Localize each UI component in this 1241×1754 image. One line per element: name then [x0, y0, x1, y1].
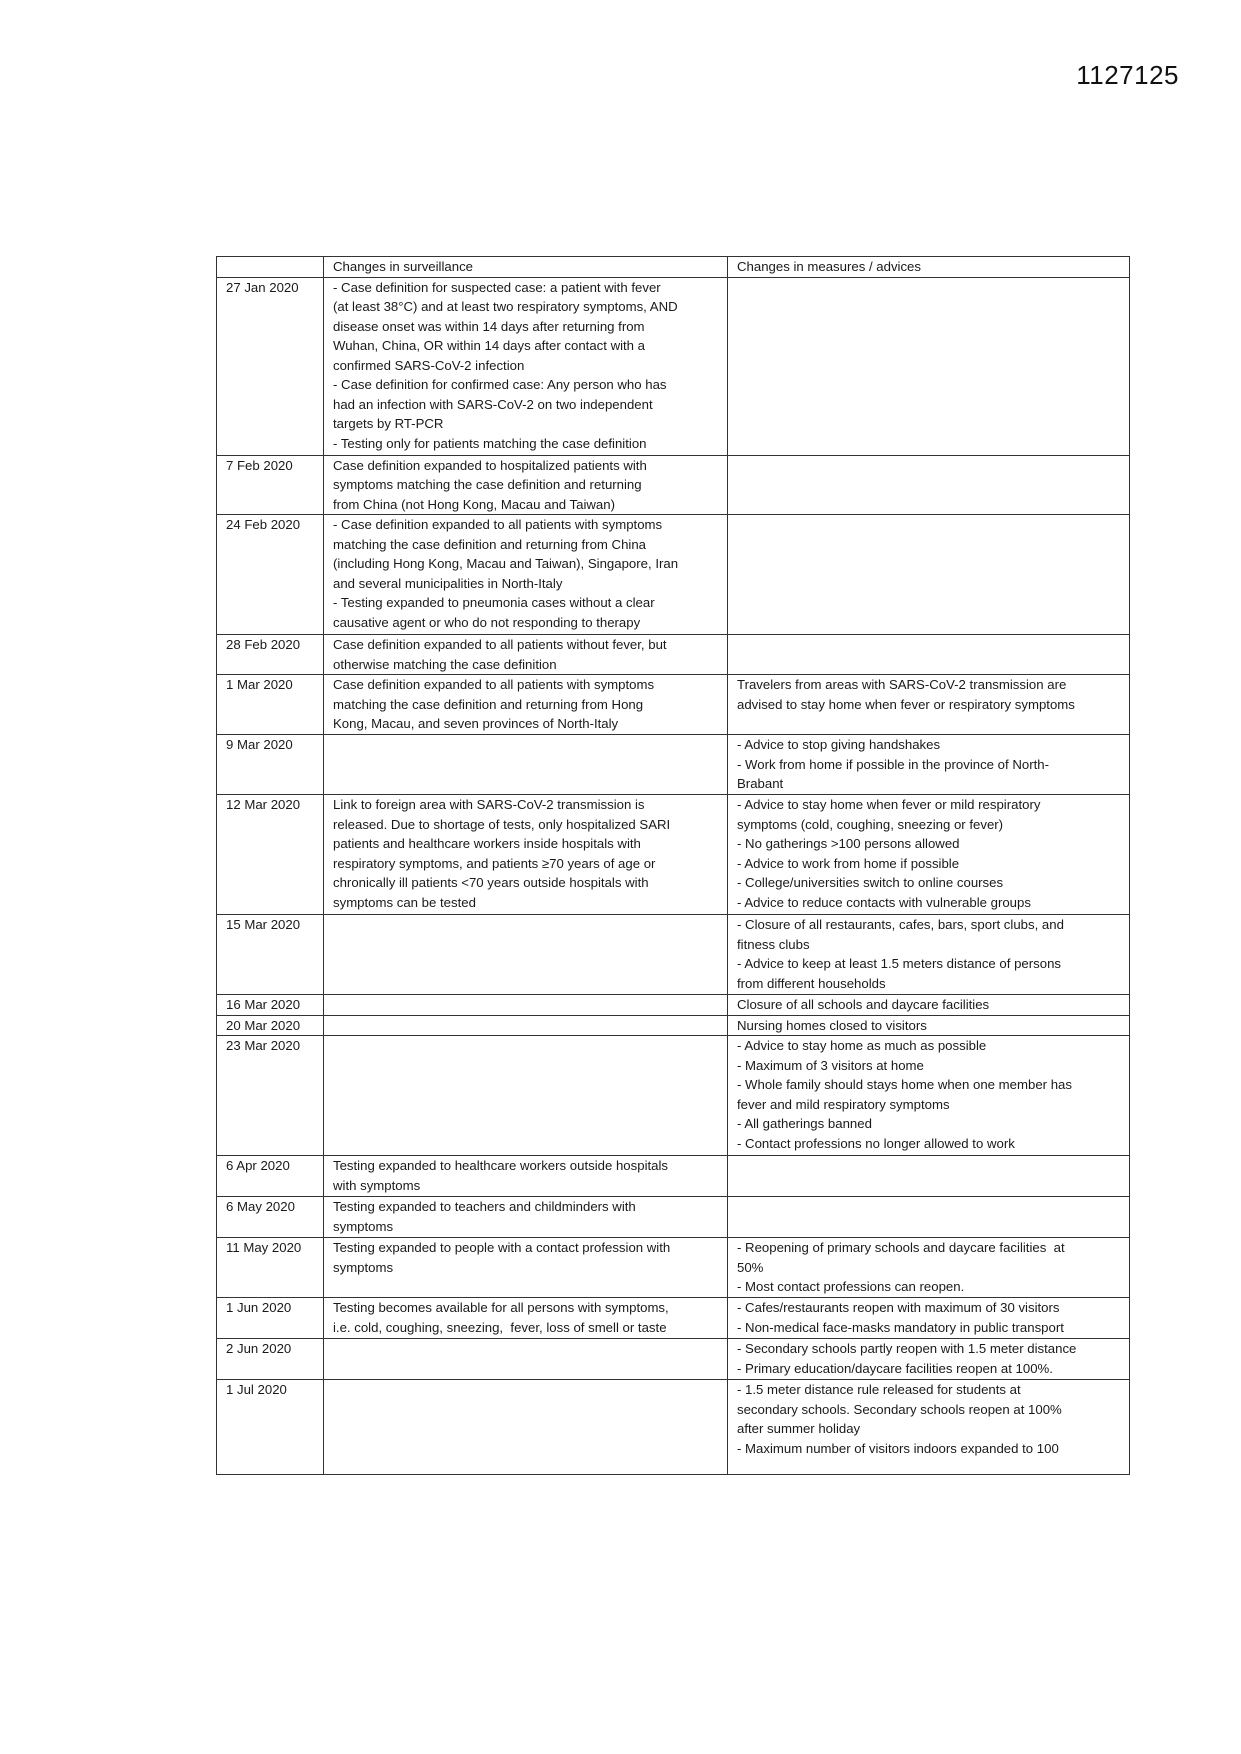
row-surveillance-line: matching the case definition and returning from Hong	[333, 696, 644, 712]
row-surveillance-line: Testing expanded to people with a contact profession with	[333, 1240, 671, 1255]
row-measures	[728, 995, 1130, 1016]
row-surveillance-line: matching the case definition and returning from China	[333, 536, 647, 552]
row-surveillance	[324, 455, 728, 515]
row-measures	[728, 1339, 1130, 1380]
row-measures	[728, 277, 1130, 455]
row-measures-line: Brabant	[737, 776, 784, 791]
table-row	[217, 277, 1130, 455]
row-measures-line: - No gatherings >100 persons allowed	[737, 836, 960, 851]
row-surveillance-line: chronically ill patients <70 years outside hospitals with	[333, 875, 649, 890]
date-text: 9 Mar 2020	[226, 737, 293, 752]
row-measures-line: Closure of all schools and daycare facilities	[737, 997, 990, 1012]
surveillance-measures-table	[216, 256, 1130, 1475]
row-surveillance	[324, 1197, 728, 1238]
row-measures-line: Travelers from areas with SARS-CoV-2 transmission are	[737, 677, 1067, 692]
row-date	[217, 1238, 324, 1298]
row-date	[217, 735, 324, 795]
date-text: 2 Jun 2020	[226, 1341, 292, 1356]
row-measures	[728, 675, 1130, 735]
row-measures	[728, 455, 1130, 515]
table-body	[217, 277, 1130, 1475]
header-measures: Changes in measures / advices	[728, 257, 1130, 278]
row-surveillance	[324, 1380, 728, 1475]
row-measures-line: - Reopening of primary schools and daycare facilities at	[737, 1240, 1065, 1255]
date-text: 24 Feb 2020	[226, 517, 301, 532]
row-surveillance	[324, 1339, 728, 1380]
row-measures-line: after summer holiday	[737, 1421, 861, 1436]
header-surveillance: Changes in surveillance	[324, 257, 728, 278]
row-surveillance	[324, 1036, 728, 1156]
date-text: 27 Jan 2020	[226, 279, 299, 295]
table-row	[217, 1036, 1130, 1156]
table-row	[217, 455, 1130, 515]
row-measures-line: symptoms (cold, coughing, sneezing or fever)	[737, 816, 1004, 832]
row-measures-line: advised to stay home when fever or respiratory symptoms	[737, 696, 1075, 712]
row-surveillance-line: - Case definition for suspected case: a patient with fever	[333, 279, 661, 295]
row-measures	[728, 1238, 1130, 1298]
row-surveillance-line: Link to foreign area with SARS-CoV-2 transmission is	[333, 797, 645, 812]
date-text: 12 Mar 2020	[226, 797, 301, 812]
table-row	[217, 635, 1130, 675]
table-row	[217, 1015, 1130, 1036]
date-text: 23 Mar 2020	[226, 1038, 301, 1053]
row-surveillance-line: Case definition expanded to hospitalized patients with	[333, 457, 647, 473]
table-row	[217, 795, 1130, 915]
date-text: 1 Jul 2020	[226, 1382, 287, 1397]
table-row	[217, 995, 1130, 1016]
row-measures-line: - Advice to stay home as much as possible	[737, 1038, 987, 1053]
row-surveillance	[324, 635, 728, 675]
row-measures	[728, 1298, 1130, 1339]
row-surveillance-line: targets by RT-PCR	[333, 416, 444, 431]
row-surveillance	[324, 735, 728, 795]
row-measures-line: - Advice to keep at least 1.5 meters distance of persons	[737, 956, 1062, 971]
row-measures-line: fitness clubs	[737, 936, 810, 952]
row-date	[217, 1156, 324, 1197]
row-measures-line: - Most contact professions can reopen.	[737, 1279, 965, 1294]
row-surveillance-line: Case definition expanded to all patients with symptoms	[333, 677, 655, 692]
row-date	[217, 1380, 324, 1475]
table-row	[217, 1238, 1130, 1298]
date-text: 6 May 2020	[226, 1199, 295, 1214]
row-measures	[728, 515, 1130, 635]
table-row	[217, 1380, 1130, 1475]
page-number: 1127125	[1076, 60, 1179, 90]
row-surveillance-line: Testing expanded to healthcare workers outside hospitals	[333, 1158, 669, 1173]
date-text: 20 Mar 2020	[226, 1017, 301, 1033]
date-text: 15 Mar 2020	[226, 917, 301, 932]
table-row	[217, 1156, 1130, 1197]
row-surveillance-line: - Case definition for confirmed case: Any person who has	[333, 377, 667, 392]
row-measures-line: - Work from home if possible in the province of North-	[737, 756, 1049, 772]
date-text: 16 Mar 2020	[226, 997, 301, 1012]
row-surveillance	[324, 795, 728, 915]
row-measures	[728, 1036, 1130, 1156]
table-row	[217, 915, 1130, 995]
row-surveillance	[324, 1015, 728, 1036]
row-date	[217, 515, 324, 635]
row-measures	[728, 635, 1130, 675]
row-surveillance	[324, 1298, 728, 1339]
row-measures-line: - College/universities switch to online courses	[737, 875, 1004, 890]
row-measures-line: - 1.5 meter distance rule released for students at	[737, 1382, 1021, 1397]
row-measures-line: - Advice to stay home when fever or mild respiratory	[737, 797, 1041, 812]
row-measures-line: - Secondary schools partly reopen with 1.5 meter distance	[737, 1341, 1077, 1356]
date-text: 7 Feb 2020	[226, 457, 293, 473]
date-text: 28 Feb 2020	[226, 637, 301, 652]
row-surveillance-line: otherwise matching the case definition	[333, 656, 557, 672]
row-measures-line: - Advice to work from home if possible	[737, 855, 960, 871]
row-surveillance-line: disease onset was within 14 days after returning from	[333, 318, 645, 334]
row-surveillance	[324, 1238, 728, 1298]
row-surveillance-line: - Testing only for patients matching the case definition	[333, 435, 647, 451]
row-date	[217, 1298, 324, 1339]
row-surveillance-line: symptoms matching the case definition and returning	[333, 477, 642, 492]
row-date	[217, 455, 324, 515]
row-measures-line: - Primary education/daycare facilities reopen at 100%.	[737, 1360, 1053, 1376]
row-measures-line: Nursing homes closed to visitors	[737, 1017, 927, 1033]
date-text: 6 Apr 2020	[226, 1158, 290, 1173]
row-surveillance	[324, 995, 728, 1016]
row-measures-line: secondary schools. Secondary schools reopen at 100%	[737, 1401, 1062, 1417]
row-surveillance-line: and several municipalities in North-Italy	[333, 575, 563, 591]
row-measures	[728, 795, 1130, 915]
row-surveillance-line: patients and healthcare workers inside hospitals with	[333, 836, 641, 851]
table-row	[217, 515, 1130, 635]
row-surveillance	[324, 1156, 728, 1197]
row-date	[217, 915, 324, 995]
row-surveillance-line: with symptoms	[333, 1177, 421, 1193]
date-text: 11 May 2020	[226, 1240, 302, 1255]
row-surveillance-line: respiratory symptoms, and patients ≥70 years of age or	[333, 855, 656, 871]
row-surveillance	[324, 915, 728, 995]
table-header-row	[217, 257, 1130, 278]
row-date	[217, 1339, 324, 1380]
row-surveillance-line: Kong, Macau, and seven provinces of North-Italy	[333, 716, 619, 731]
row-measures	[728, 915, 1130, 995]
row-surveillance-line: (at least 38°C) and at least two respiratory symptoms, AND	[333, 299, 678, 314]
row-surveillance-line: symptoms	[333, 1218, 394, 1234]
row-surveillance-line: symptoms can be tested	[333, 894, 476, 910]
row-surveillance-line: Testing becomes available for all persons with symptoms,	[333, 1300, 669, 1315]
row-measures	[728, 1380, 1130, 1475]
date-text: 1 Jun 2020	[226, 1300, 292, 1315]
row-measures-line: - Cafes/restaurants reopen with maximum of 30 visitors	[737, 1300, 1060, 1315]
date-text: 1 Mar 2020	[226, 677, 293, 692]
row-date	[217, 277, 324, 455]
row-measures-line: - Whole family should stays home when one member has	[737, 1077, 1072, 1092]
row-date	[217, 1036, 324, 1156]
row-surveillance-line: symptoms	[333, 1259, 394, 1275]
row-measures-line: fever and mild respiratory symptoms	[737, 1096, 950, 1112]
row-date	[217, 795, 324, 915]
row-measures	[728, 735, 1130, 795]
row-date	[217, 1197, 324, 1238]
table-row	[217, 1298, 1130, 1339]
row-measures	[728, 1197, 1130, 1238]
row-measures-line: - Advice to stop giving handshakes	[737, 737, 941, 752]
row-date	[217, 635, 324, 675]
row-surveillance-line: from China (not Hong Kong, Macau and Taiwan)	[333, 496, 615, 512]
row-surveillance	[324, 277, 728, 455]
row-surveillance	[324, 515, 728, 635]
row-surveillance-line: Wuhan, China, OR within 14 days after contact with a	[333, 338, 646, 353]
row-date	[217, 1015, 324, 1036]
row-surveillance-line: i.e. cold, coughing, sneezing, fever, loss of smell or taste	[333, 1319, 667, 1335]
header-date	[217, 257, 324, 278]
row-measures-line: - All gatherings banned	[737, 1116, 872, 1131]
row-surveillance-line: confirmed SARS-CoV-2 infection	[333, 357, 525, 373]
row-measures	[728, 1015, 1130, 1036]
row-surveillance-line: causative agent or who do not responding to therapy	[333, 614, 641, 630]
row-measures-line: - Advice to reduce contacts with vulnerable groups	[737, 894, 1031, 910]
table-row	[217, 1197, 1130, 1238]
row-surveillance-line: - Testing expanded to pneumonia cases without a clear	[333, 595, 655, 610]
row-surveillance-line: released. Due to shortage of tests, only hospitalized SARI	[333, 816, 671, 832]
row-measures-line: - Contact professions no longer allowed to work	[737, 1135, 1015, 1151]
table-row	[217, 1339, 1130, 1380]
row-surveillance-line: had an infection with SARS-CoV-2 on two independent	[333, 396, 653, 412]
row-measures-line: - Closure of all restaurants, cafes, bars, sport clubs, and	[737, 917, 1064, 932]
row-surveillance-line: Testing expanded to teachers and childminders with	[333, 1199, 636, 1214]
row-surveillance	[324, 675, 728, 735]
row-measures-line: from different households	[737, 975, 886, 991]
row-measures-line: - Non-medical face-masks mandatory in public transport	[737, 1319, 1064, 1335]
row-surveillance-line: (including Hong Kong, Macau and Taiwan), Singapore, Iran	[333, 556, 679, 571]
row-measures-line: - Maximum number of visitors indoors expanded to 100	[737, 1440, 1059, 1456]
row-surveillance-line: Case definition expanded to all patients without fever, but	[333, 637, 667, 652]
row-measures	[728, 1156, 1130, 1197]
table-row	[217, 675, 1130, 735]
table-row	[217, 735, 1130, 795]
row-measures-line: - Maximum of 3 visitors at home	[737, 1057, 924, 1073]
row-date	[217, 995, 324, 1016]
row-surveillance-line: - Case definition expanded to all patients with symptoms	[333, 517, 663, 532]
row-date	[217, 675, 324, 735]
row-measures-line: 50%	[737, 1259, 764, 1275]
